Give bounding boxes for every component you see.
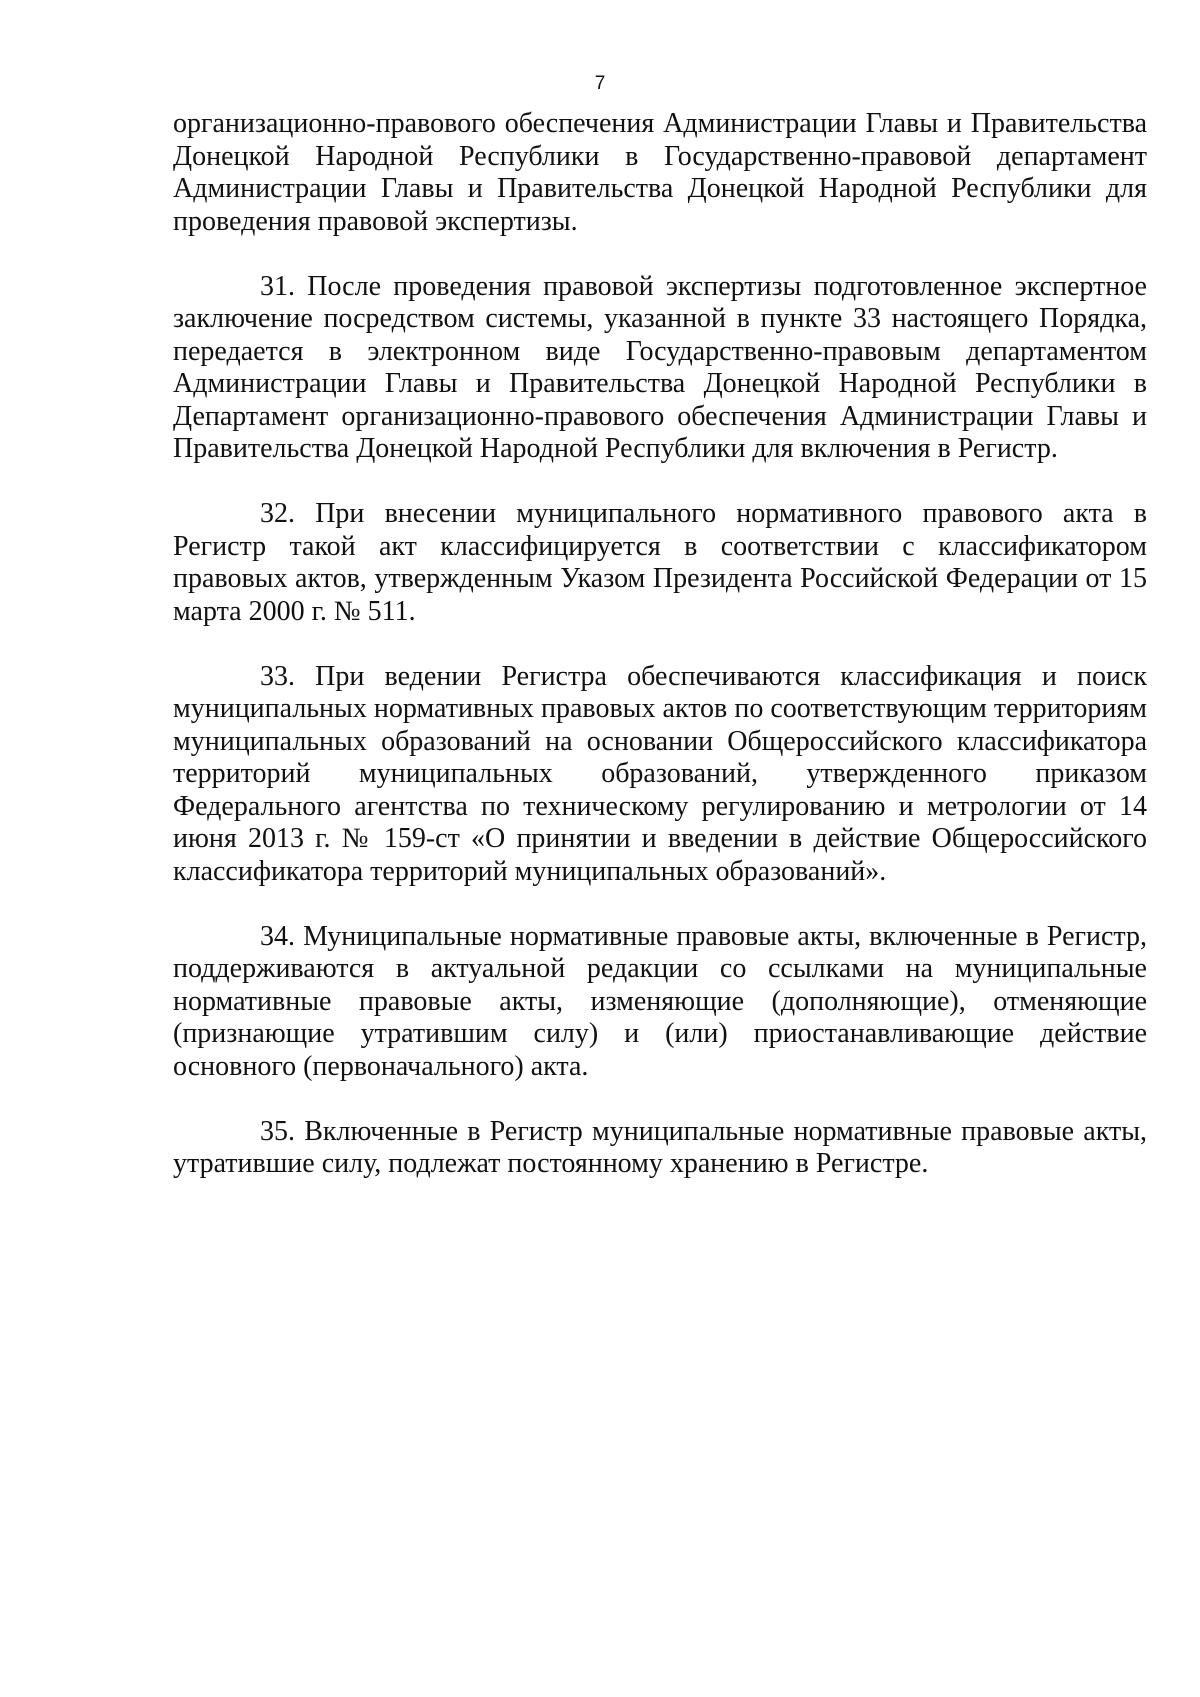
paragraph-33: 33. При ведении Регистра обеспечиваются классификация и поиск муниципальных нормативных правовых актов по соответствующим территориям муниципальных образований на основании Общероссийского классификатора территорий муниципальных образований, утвержденного приказом Федерального агентства по техническому регулированию и метрологии от 14 июня 2013 г. № 159-ст «О принятии и введении в действие Общероссийского классификатора территорий муниципальных образований». xyxy=(173,660,1147,887)
document-body xyxy=(173,108,1147,1213)
paragraph-continuation: организационно-правового обеспечения Администрации Главы и Правительства Донецкой Народной Республики в Государственно-правовой департамент Администрации Главы и Правительства Донецкой Народной Республики для проведения правовой экспертизы. xyxy=(173,108,1147,237)
paragraph-34: 34. Муниципальные нормативные правовые акты, включенные в Регистр, поддерживаются в актуальной редакции со ссылками на муниципальные нормативные правовые акты, изменяющие (дополняющие), отменяющие (признающие утратившим силу) и (или) приостанавливающие действие основного (первоначального) акта. xyxy=(173,920,1147,1082)
page-number: 7 xyxy=(594,73,606,94)
paragraph-32: 32. При внесении муниципального нормативного правового акта в Регистр такой акт классифицируется в соответствии с классификатором правовых актов, утвержденным Указом Президента Российской Федерации от 15 марта 2000 г. № 511. xyxy=(173,498,1147,627)
paragraph-35: 35. Включенные в Регистр муниципальные нормативные правовые акты, утратившие силу, подлежат постоянному хранению в Регистре. xyxy=(173,1115,1147,1179)
paragraph-31: 31. После проведения правовой экспертизы подготовленное экспертное заключение посредством системы, указанной в пункте 33 настоящего Порядка, передается в электронном виде Государственно-правовым департаментом Администрации Главы и Правительства Донецкой Народной Республики в Департамент организационно-правового обеспечения Администрации Главы и Правительства Донецкой Народной Республики для включения в Регистр. xyxy=(173,270,1147,464)
